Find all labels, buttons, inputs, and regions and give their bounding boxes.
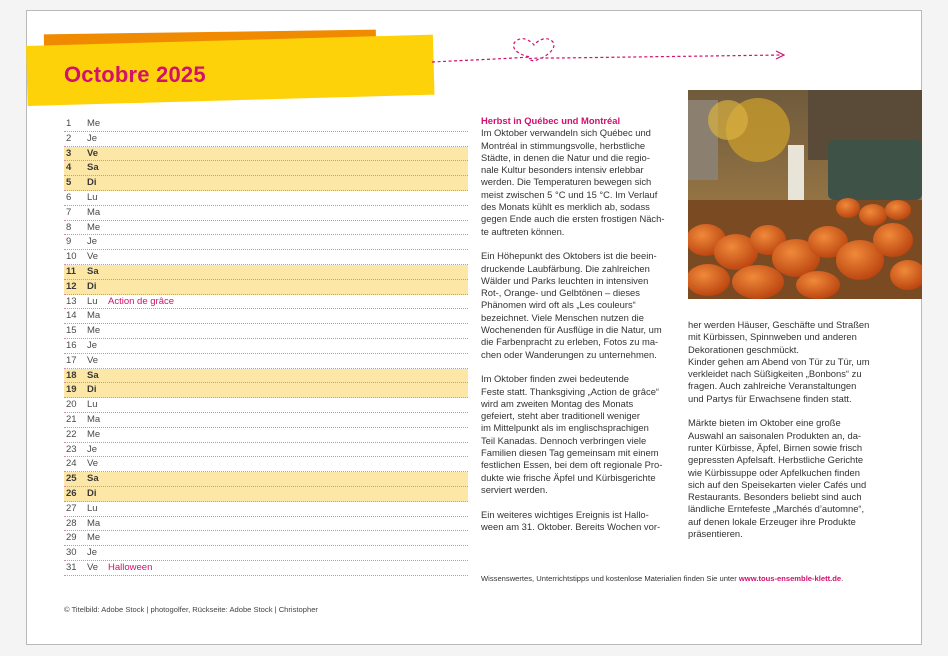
article-line: Ein weiteres wichtiges Ereignis ist Hallo- (481, 508, 649, 520)
article-line: ländliche Erntefeste „Marchés d’automne“, (688, 503, 865, 515)
day-row (64, 132, 468, 147)
article-line: im Mittelpunkt als im englischsprachigen (481, 422, 649, 434)
day-number: 9 (66, 236, 72, 248)
day-event: Action de grâce (108, 295, 175, 307)
day-row (64, 250, 468, 265)
day-number: 18 (66, 369, 77, 381)
day-number: 31 (66, 561, 77, 573)
weekday: Je (87, 443, 98, 455)
article-line: und Partys für Erwachsene finden statt. (688, 392, 852, 404)
article-line: Im Oktober verwandeln sich Québec und (481, 127, 651, 139)
article-column-1 (481, 115, 681, 545)
article-line: Phänomen wird oft als „Les couleurs“ (481, 299, 636, 311)
day-number: 23 (66, 443, 77, 455)
article-line: festlichen Essen, bei dem oft regionale Pro- (481, 459, 663, 471)
article-line: Familien diesen Tag gemeinsam mit einem (481, 447, 659, 459)
weekday: Me (87, 428, 101, 440)
article-line: sich auf den Speisekarten vieler Cafés und (688, 478, 867, 490)
website-link[interactable]: www.tous-ensemble-klett.de (738, 574, 842, 583)
day-row (64, 457, 468, 472)
article-line: nale Kultur besonders intensiv erlebbar (481, 164, 644, 176)
article-line: gegen Ende auch die ersten frostigen Näch- (481, 213, 665, 225)
day-row (64, 339, 468, 354)
article-line: fragen. Auch zahlreiche Veranstaltungen (688, 380, 857, 392)
day-number: 11 (66, 265, 77, 277)
weekday: Lu (87, 295, 98, 307)
article-line: die Farbenpracht zu erleben, Fotos zu ma- (481, 336, 659, 348)
weekday: Ve (87, 354, 99, 366)
article-line: her werden Häuser, Geschäfte und Straßen (688, 319, 870, 330)
weekday: Je (87, 547, 98, 559)
article-line: Auswahl an saisonalen Produkten an, da- (688, 429, 862, 441)
weekday: Sa (87, 369, 99, 381)
day-number: 12 (66, 280, 77, 292)
article-line: Rot-, Orange- und Gelbtönen – dieses (481, 287, 640, 299)
weekday: Me (87, 532, 101, 544)
article-line: verkleidet nach Süßigkeiten „Bonbons“ zu (688, 368, 862, 380)
day-row (64, 309, 468, 324)
day-row (64, 413, 468, 428)
weekday: Ma (87, 206, 101, 218)
day-number: 7 (66, 206, 72, 218)
day-number: 28 (66, 517, 77, 529)
article-line: Wälder und Parks leuchten in intensiven (481, 274, 649, 286)
article-line: werden. Die Temperaturen bewegen sich (481, 176, 652, 188)
day-row (64, 443, 468, 458)
weekday: Je (87, 132, 98, 144)
day-row (64, 221, 468, 236)
article-line: runter Kürbisse, Äpfel, Birnen sowie frisch (688, 441, 863, 453)
article-line: mit Kürbissen, Spinnweben und anderen (688, 331, 857, 343)
article-line: wie Kürbissuppe oder Apfelkuchen finden (688, 466, 860, 478)
day-row (64, 324, 468, 339)
day-row (64, 265, 468, 280)
weekday: Di (87, 384, 97, 396)
article-line: bezeichnet. Viele Menschen nutzen die (481, 311, 644, 323)
footer-note-text: Wissenswertes, Unterrichtstipps und kostenlose Materialien finden Sie unter (481, 574, 739, 583)
article-line: dukte wie frische Äpfel und Kürbisgerichte (481, 471, 656, 483)
article-line: Märkte bieten im Oktober eine große (688, 417, 841, 429)
article-line: wird am zweiten Montag des Monats (481, 397, 634, 409)
photo-credit: © Titelbild: Adobe Stock | photogolfer, Rückseite: Adobe Stock | Christopher (64, 605, 318, 614)
article-line: auf denen lokale Erzeuger ihre Produkte (688, 515, 856, 527)
day-number: 2 (66, 132, 72, 144)
weekday: Me (87, 325, 101, 337)
article-line: Feste statt. Thanksgiving „Action de grâce“ (481, 385, 660, 397)
article-line: Teil Kanadas. Dennoch verbringen viele (481, 434, 647, 446)
article-paragraph (481, 373, 681, 496)
article-line: Städte, in denen die Natur und die regio- (481, 151, 650, 163)
day-row (64, 176, 468, 191)
pumpkin-market-photo (688, 90, 922, 299)
article-line: ween am 31. Oktober. Bereits Wochen vor- (481, 520, 661, 532)
day-row (64, 117, 468, 132)
day-row (64, 295, 468, 310)
month-title: Octobre 2025 (64, 62, 206, 87)
article-line: Ein Höhepunkt des Oktobers ist die beein- (481, 250, 657, 262)
weekday: Lu (87, 191, 98, 203)
article-line: Wochenenden für Ausflüge in die Natur, um (481, 324, 662, 336)
day-row (64, 502, 468, 517)
weekday: Sa (87, 265, 99, 277)
day-number: 1 (66, 118, 72, 129)
article-paragraph (481, 127, 681, 238)
article-paragraph (688, 319, 888, 405)
day-row (64, 354, 468, 369)
footer-note-end: . (841, 574, 844, 583)
article-line: des Monats kühlt es merklich ab, sodass (481, 201, 650, 213)
day-number: 13 (66, 295, 77, 307)
weekday: Je (87, 236, 98, 248)
weekday: Ma (87, 310, 101, 322)
article-line: chen oder Wanderungen zu unternehmen. (481, 348, 657, 360)
day-number: 25 (66, 473, 77, 485)
day-row (64, 280, 468, 295)
article-paragraph (688, 417, 888, 540)
article-line: Im Oktober finden zwei bedeutende (481, 373, 630, 385)
day-row (64, 561, 468, 576)
day-number: 30 (66, 547, 77, 559)
article-paragraph (481, 250, 681, 361)
weekday: Me (87, 221, 101, 233)
day-row (64, 161, 468, 176)
day-number: 6 (66, 191, 72, 203)
weekday: Je (87, 339, 98, 351)
weekday: Sa (87, 473, 99, 485)
article-heading: Herbst in Québec und Montréal (481, 115, 621, 126)
day-number: 27 (66, 502, 77, 514)
article-line: te auftreten können. (481, 225, 565, 237)
weekday: Ve (87, 251, 99, 263)
weekday: Lu (87, 502, 98, 514)
article-line: Restaurants. Besonders beliebt sind auch (688, 491, 862, 503)
weekday: Di (87, 487, 97, 499)
article-column-2 (688, 319, 888, 553)
day-number: 10 (66, 251, 77, 263)
day-number: 26 (66, 487, 77, 499)
day-row (64, 147, 468, 162)
weekday: Ve (87, 561, 99, 573)
weekday: Ve (87, 458, 99, 470)
day-row (64, 398, 468, 413)
day-row (64, 517, 468, 532)
article-line: präsentieren. (688, 528, 743, 540)
day-row (64, 531, 468, 546)
article-line: gepressten Apfelsaft. Herbstliche Gerichte (688, 454, 864, 466)
day-row (64, 546, 468, 561)
day-row (64, 191, 468, 206)
day-number: 21 (66, 413, 77, 425)
day-row (64, 369, 468, 384)
day-number: 16 (66, 339, 77, 351)
weekday: Ma (87, 413, 101, 425)
weekday: Sa (87, 162, 99, 174)
day-number: 22 (66, 428, 77, 440)
day-number: 24 (66, 458, 77, 470)
weekday: Ma (87, 517, 101, 529)
weekday: Me (87, 118, 101, 129)
article-line: meist zwischen 5 °C und 15 °C. Im Verlauf (481, 188, 658, 200)
article-line: gefeiert, steht aber traditionell weniger (481, 410, 640, 422)
day-number: 4 (66, 162, 72, 174)
weekday: Di (87, 280, 97, 292)
weekday: Ve (87, 147, 99, 159)
day-row (64, 428, 468, 443)
article-line: druckende Laubfärbung. Die zahlreichen (481, 262, 650, 274)
day-row (64, 472, 468, 487)
day-number: 19 (66, 384, 77, 396)
weekday: Di (87, 177, 97, 189)
heart-dashed-line-decoration (430, 28, 790, 68)
day-number: 15 (66, 325, 77, 337)
day-row (64, 383, 468, 398)
day-number: 20 (66, 399, 77, 411)
day-number: 5 (66, 177, 72, 189)
day-number: 8 (66, 221, 72, 233)
article-line: Kinder gehen am Abend von Tür zu Tür, um (688, 355, 870, 367)
footer-note (481, 574, 843, 583)
article-line: Montréal in stimmungsvolle, herbstliche (481, 139, 646, 151)
day-number: 14 (66, 310, 77, 322)
day-row (64, 206, 468, 221)
day-row (64, 235, 468, 250)
day-number: 17 (66, 354, 77, 366)
day-event: Halloween (108, 561, 153, 573)
day-row (64, 487, 468, 502)
weekday: Lu (87, 399, 98, 411)
day-number: 3 (66, 147, 72, 159)
day-list (64, 117, 468, 576)
article-line: Dekorationen geschmückt. (688, 343, 799, 355)
day-number: 29 (66, 532, 77, 544)
article-line: serviert werden. (481, 483, 548, 495)
article-paragraph (481, 509, 681, 534)
